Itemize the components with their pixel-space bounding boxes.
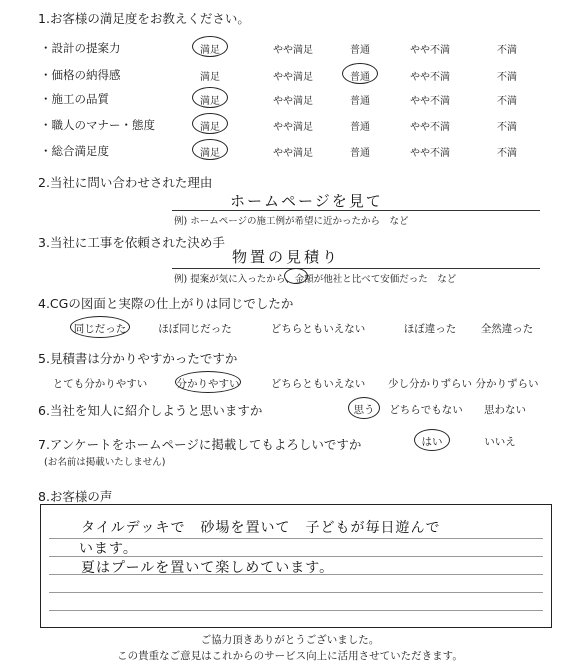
selected-circle-mark: [192, 113, 228, 134]
selected-circle-mark: [192, 36, 228, 57]
q5-option[interactable]: どちらともいえない: [270, 378, 366, 390]
q3-example-circle-mark: [284, 268, 308, 284]
q1-option[interactable]: 満足: [200, 122, 220, 133]
q1-option[interactable]: やや満足: [273, 148, 313, 159]
q5-title: 5.見積書は分かりやすかったですか: [38, 351, 238, 366]
q6-option[interactable]: 思う: [353, 404, 375, 416]
q1-option[interactable]: 満足: [200, 96, 220, 107]
q1-title: 1.お客様の満足度をお教えください。: [38, 11, 250, 26]
q4-option[interactable]: 同じだった: [73, 323, 127, 335]
q3-answer: 物置の見積り: [232, 248, 341, 266]
q1-option[interactable]: 不満: [497, 96, 517, 107]
q1-option[interactable]: やや満足: [273, 122, 313, 133]
q1-option[interactable]: 普通: [350, 72, 370, 83]
q6-title: 6.当社を知人に紹介しようと思いますか: [38, 403, 263, 418]
q4-option[interactable]: どちらともいえない: [270, 323, 366, 335]
q7-option[interactable]: いいえ: [484, 436, 516, 448]
q8-line-1: タイルデッキで 砂場を置いて 子どもが毎日遊んで: [81, 520, 441, 536]
q5-option[interactable]: 分かりずらい: [475, 378, 539, 390]
q5-option[interactable]: 少し分かりずらい: [388, 378, 472, 390]
q1-option[interactable]: やや不満: [410, 148, 450, 159]
q1-option[interactable]: 満足: [200, 148, 220, 159]
q1-option[interactable]: やや満足: [273, 72, 313, 83]
selected-circle-mark: [175, 371, 241, 393]
footer-usage: この貴重なご意見はこれからのサービス向上に活用させていただきます。: [117, 650, 463, 662]
q3-underline: [172, 268, 540, 269]
q2-underline: [172, 210, 540, 211]
selected-circle-mark: [192, 87, 228, 108]
q7-title: 7.アンケートをホームページに掲載してもよろしいですか: [38, 437, 362, 452]
q1-option[interactable]: 普通: [350, 148, 370, 159]
q3-title: 3.当社に工事を依頼された決め手: [38, 235, 225, 250]
q1-option[interactable]: やや満足: [273, 96, 313, 107]
q8-comment-box: [40, 504, 552, 628]
q8-line-2: います。: [79, 541, 138, 557]
q2-example: 例) ホームページの施工例が希望に近かったから など: [174, 216, 409, 227]
q8-rule: [49, 592, 543, 593]
q1-option[interactable]: 不満: [497, 148, 517, 159]
q4-title: 4.CGの図面と実際の仕上がりは同じでしたか: [38, 296, 294, 311]
q7-option[interactable]: はい: [421, 436, 443, 448]
selected-circle-mark: [70, 316, 130, 338]
q6-option[interactable]: どちらでもない: [389, 404, 463, 416]
q1-row-label: ・職人のマナー・態度: [40, 118, 155, 132]
q6-option[interactable]: 思わない: [484, 404, 526, 416]
q8-line-3: 夏はプールを置いて楽しめています。: [81, 560, 335, 576]
q1-option[interactable]: やや満足: [273, 45, 313, 56]
q8-rule: [49, 610, 543, 611]
q1-option[interactable]: やや不満: [410, 96, 450, 107]
q1-option[interactable]: 満足: [200, 72, 220, 83]
q1-row-label: ・設計の提案力: [40, 41, 121, 55]
q5-option[interactable]: とても分かりやすい: [52, 378, 148, 390]
q1-option[interactable]: やや不満: [410, 45, 450, 56]
q4-option[interactable]: ほぼ同じだった: [158, 323, 232, 335]
q7-note: (お名前は掲載いたしません): [44, 457, 166, 468]
q1-row-label: ・総合満足度: [40, 144, 109, 158]
q1-option[interactable]: 不満: [497, 45, 517, 56]
q1-option[interactable]: 不満: [497, 72, 517, 83]
q1-row-label: ・施工の品質: [40, 92, 109, 106]
q2-title: 2.当社に問い合わせされた理由: [38, 175, 213, 190]
q4-option[interactable]: ほぼ違った: [403, 323, 457, 335]
q1-option[interactable]: 普通: [350, 45, 370, 56]
q1-option[interactable]: 普通: [350, 96, 370, 107]
q4-option[interactable]: 全然違った: [480, 323, 534, 335]
q1-option[interactable]: やや不満: [410, 72, 450, 83]
q1-option[interactable]: 満足: [200, 45, 220, 56]
q1-option[interactable]: 不満: [497, 122, 517, 133]
q5-option[interactable]: 分かりやすい: [176, 378, 240, 390]
q2-answer: ホームページを見て: [230, 192, 383, 210]
selected-circle-mark: [192, 139, 228, 160]
footer-thanks: ご協力頂きありがとうございました。: [200, 634, 380, 646]
q3-example: 例) 提案が気に入ったから、金額が他社と比べて安価だった など: [174, 274, 457, 285]
selected-circle-mark: [342, 63, 378, 84]
q8-title: 8.お客様の声: [38, 489, 113, 504]
q1-row-label: ・価格の納得感: [40, 68, 121, 82]
q1-option[interactable]: 普通: [350, 122, 370, 133]
q1-option[interactable]: やや不満: [410, 122, 450, 133]
